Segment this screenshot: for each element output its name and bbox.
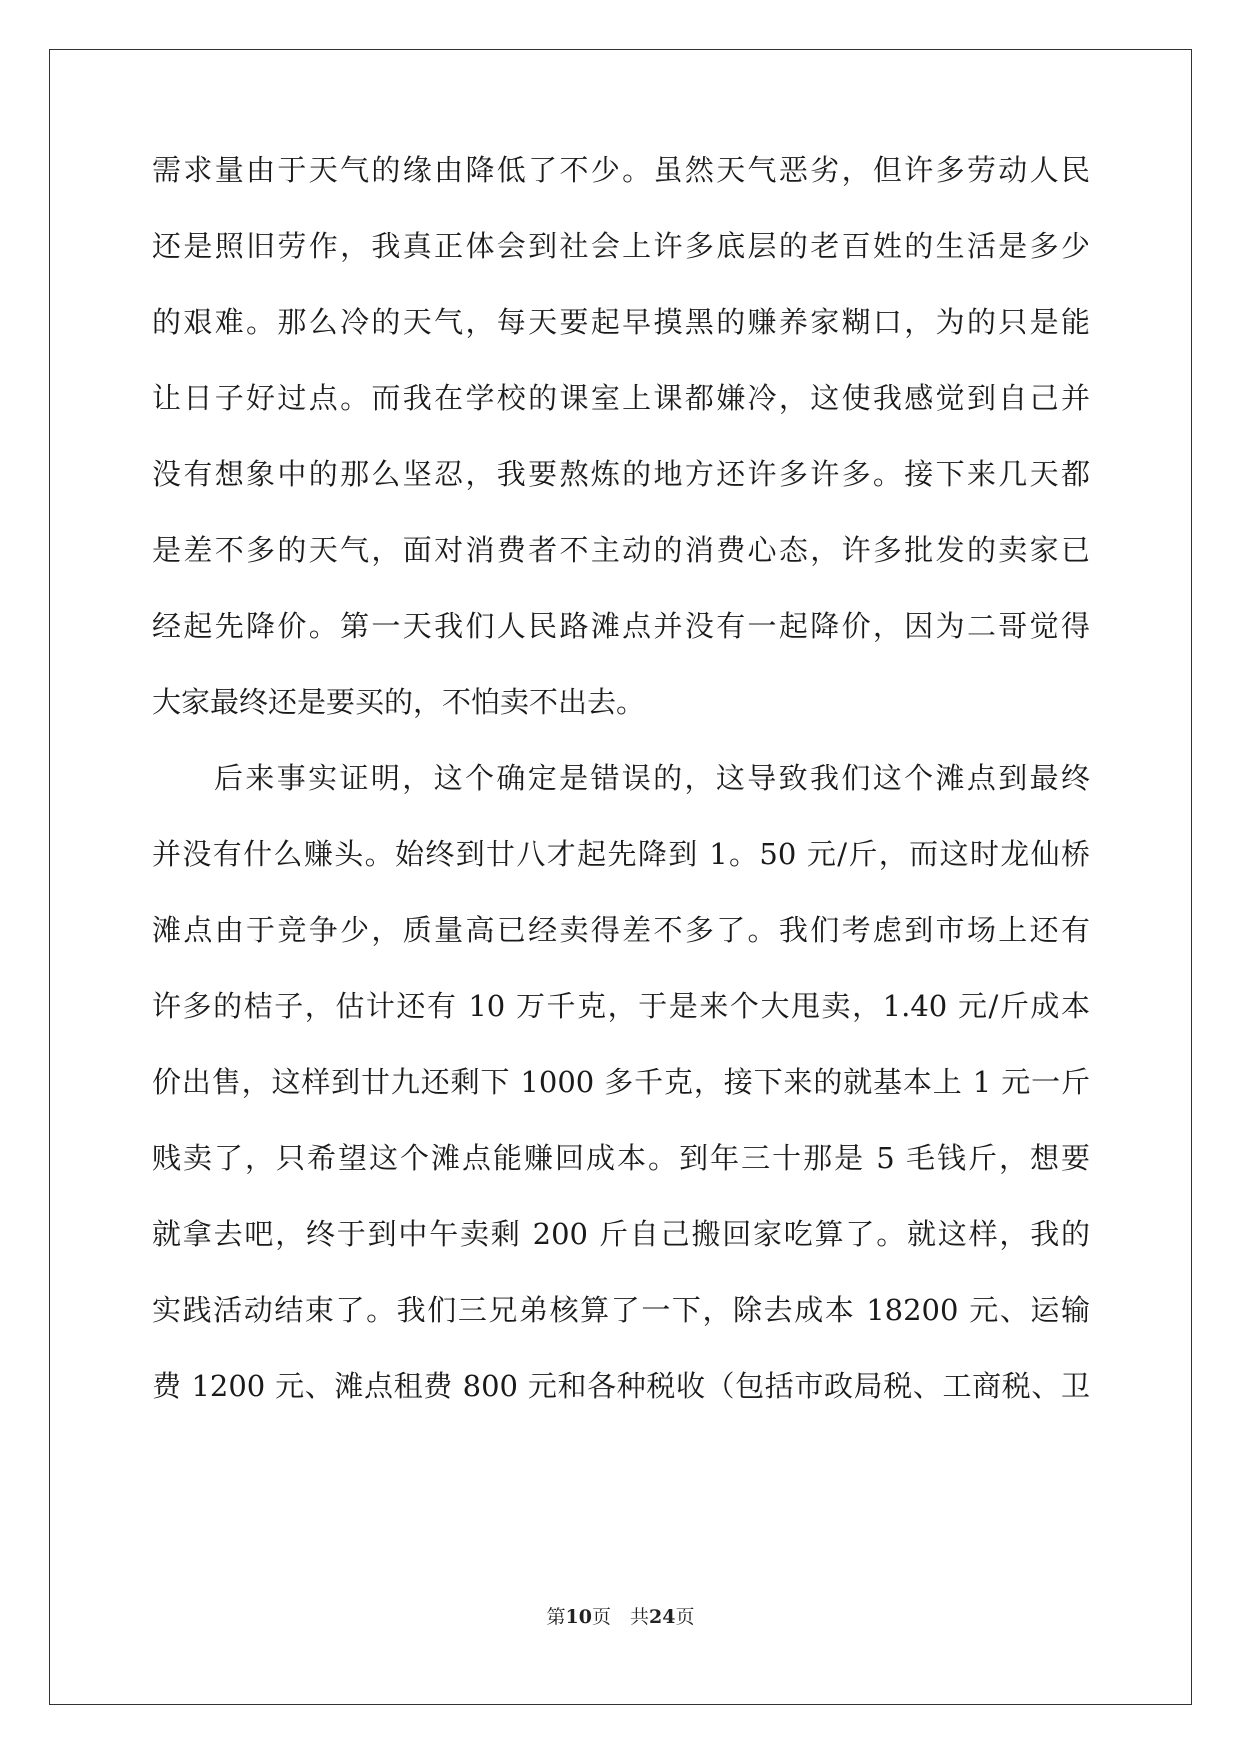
footer-prefix: 第 [546, 1606, 566, 1628]
paragraph-first-line: 后来事实证明，这个确定是错误的，这导致我们这个滩点到最终 [214, 761, 1090, 795]
footer-middle: 页 共 [591, 1606, 649, 1628]
text-line: 贱卖了，只希望这个滩点能赚回成本。到年三十那是 5 毛钱斤，想要 [152, 1141, 1090, 1175]
text-line: 并没有什么赚头。始终到廿八才起先降到 1。50 元/斤，而这时龙仙桥 [152, 837, 1090, 871]
footer-suffix: 页 [675, 1606, 695, 1628]
text-line: 实践活动结束了。我们三兄弟核算了一下，除去成本 18200 元、运输 [152, 1293, 1090, 1327]
current-page-number: 10 [565, 1606, 592, 1628]
page-footer [0, 1604, 1241, 1630]
text-line: 还是照旧劳作，我真正体会到社会上许多底层的老百姓的生活是多少 [152, 229, 1090, 263]
text-line: 就拿去吧，终于到中午卖剩 200 斤自己搬回家吃算了。就这样，我的 [152, 1217, 1090, 1251]
text-line: 价出售，这样到廿九还剩下 1000 多千克，接下来的就基本上 1 元一斤 [152, 1065, 1090, 1099]
text-line: 许多的桔子，估计还有 10 万千克，于是来个大甩卖，1.40 元/斤成本 [152, 989, 1090, 1023]
text-line: 需求量由于天气的缘由降低了不少。虽然天气恶劣，但许多劳动人民 [152, 153, 1090, 187]
page-border [49, 49, 1192, 1705]
text-line: 大家最终还是要买的，不怕卖不出去。 [152, 685, 646, 719]
text-line: 费 1200 元、滩点租费 800 元和各种税收（包括市政局税、工商税、卫 [152, 1369, 1090, 1403]
text-line: 经起先降价。第一天我们人民路滩点并没有一起降价，因为二哥觉得 [152, 609, 1090, 643]
total-pages-number: 24 [649, 1606, 676, 1628]
text-line: 的艰难。那么冷的天气，每天要起早摸黑的赚养家糊口，为的只是能 [152, 305, 1090, 339]
text-line: 没有想象中的那么坚忍，我要熬炼的地方还许多许多。接下来几天都 [152, 457, 1090, 491]
text-line: 让日子好过点。而我在学校的课室上课都嫌冷，这使我感觉到自己并 [152, 381, 1090, 415]
text-line: 滩点由于竞争少，质量高已经卖得差不多了。我们考虑到市场上还有 [152, 913, 1090, 947]
text-line: 是差不多的天气，面对消费者不主动的消费心态，许多批发的卖家已 [152, 533, 1090, 567]
